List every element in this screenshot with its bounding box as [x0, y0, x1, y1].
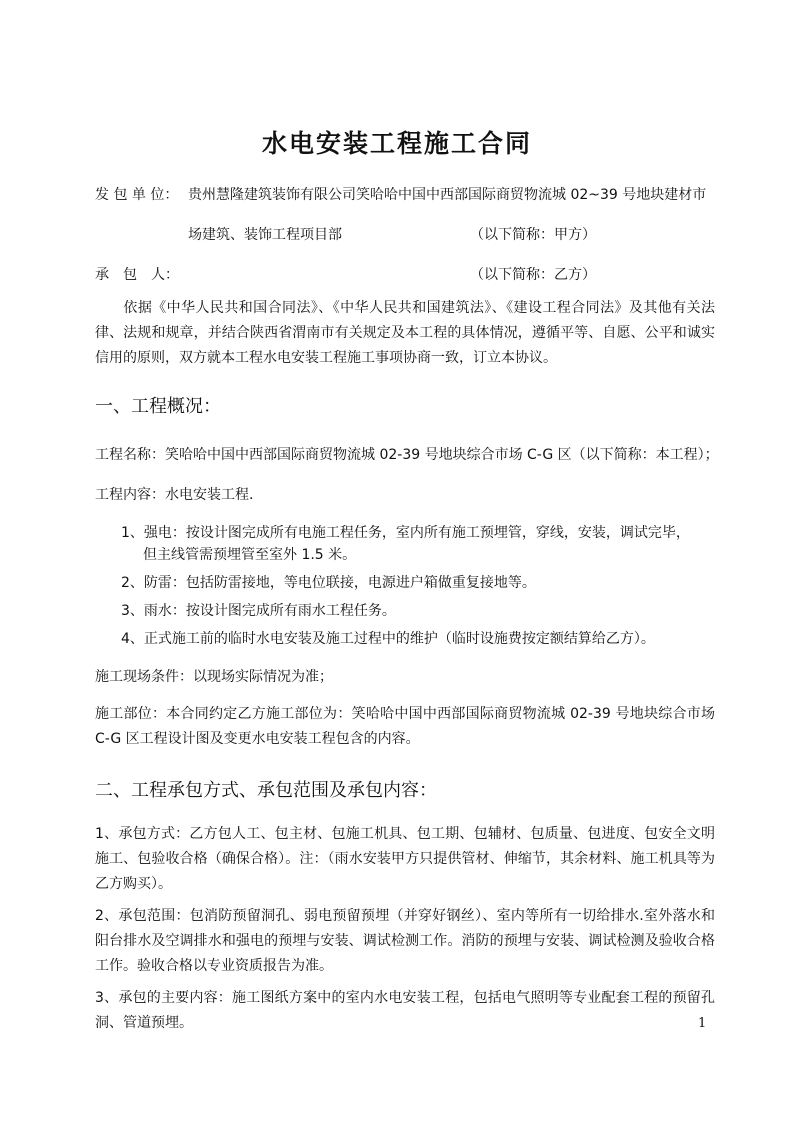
scope-item-2: 2、防雷：包括防雷接地，等电位联接，电源进户箱做重复接地等。: [121, 575, 536, 591]
scope-item-3: 3、雨水：按设计图完成所有雨水工程任务。: [121, 603, 396, 619]
party-a-name-line1: 贵州慧隆建筑装饰有限公司笑哈哈中国中西部国际商贸物流城 02~39 号地块建材市: [188, 187, 707, 203]
contract-scope: 2、承包范围：包消防预留洞孔、弱电预留预埋（并穿好钢丝）、室内等所有一切给排水.室外落水和阳台排水及空调排水和强电的预埋与安装、调试检测工作。消防的预埋与安装、调试检测及验收合格工作。验收合格以专业资质报告为准。: [95, 908, 715, 974]
section-2-heading: 二、工程承包方式、承包范围及承包内容：: [95, 780, 437, 801]
scope-item-1-line1: 1、强电：按设计图完成所有电施工程任务，室内所有施工预埋管，穿线，安装，调试完毕，: [121, 525, 690, 541]
contract-mode: 1、承包方式：乙方包人工、包主材、包施工机具、包工期、包辅材、包质量、包进度、包安全文明施工、包验收合格（确保合格）。注：（雨水安装甲方只提供管材、伸缩节，其余材料、施工机具等为乙方购买）。: [95, 826, 715, 892]
document-title: 水电安装工程施工合同: [261, 129, 532, 158]
site-conditions: 施工现场条件：以现场实际情况为准；: [95, 669, 333, 685]
party-b-label: 承 包 人：: [95, 267, 179, 283]
page-number: 1: [698, 1016, 707, 1031]
party-b-abbreviation: （以下简称：乙方）: [470, 267, 596, 283]
section-1-heading: 一、工程概况：: [95, 396, 221, 417]
project-content: 工程内容：水电安装工程.: [95, 487, 254, 503]
intro-text: 依据《中华人民共和国合同法》、《中华人民共和国建筑法》、《建设工程合同法》及其他有关法律、法规和规章，并结合陕西省渭南市有关规定及本工程的具体情况，遵循平等、自愿、公平和诚实信用的原则，双方就本工程水电安装工程施工事项协商一致，订立本协议。: [95, 300, 715, 366]
contract-main-content: 3、承包的主要内容：施工图纸方案中的室内水电安装工程，包括电气照明等专业配套工程的预留孔洞、管道预埋。: [95, 990, 715, 1031]
party-a-label: 发 包 单 位：: [95, 187, 179, 203]
construction-part: 施工部位：本合同约定乙方施工部位为：笑哈哈中国中西部国际商贸物流城 02-39 号地块综合市场 C-G 区工程设计图及变更水电安装工程包含的内容。: [95, 706, 715, 747]
party-a-name-line2: 场建筑、装饰工程项目部: [188, 227, 342, 243]
project-name: 工程名称：笑哈哈中国中西部国际商贸物流城 02-39 号地块综合市场 C-G 区（以下简称：本工程）；: [95, 447, 719, 463]
intro-paragraph: [95, 296, 715, 371]
party-a-abbreviation: （以下简称：甲方）: [470, 227, 596, 243]
scope-item-1-line2: 但主线管需预埋管至室外 1.5 米。: [143, 547, 357, 563]
scope-item-4: 4、正式施工前的临时水电安装及施工过程中的维护（临时设施费按定额结算给乙方）。: [121, 631, 655, 647]
